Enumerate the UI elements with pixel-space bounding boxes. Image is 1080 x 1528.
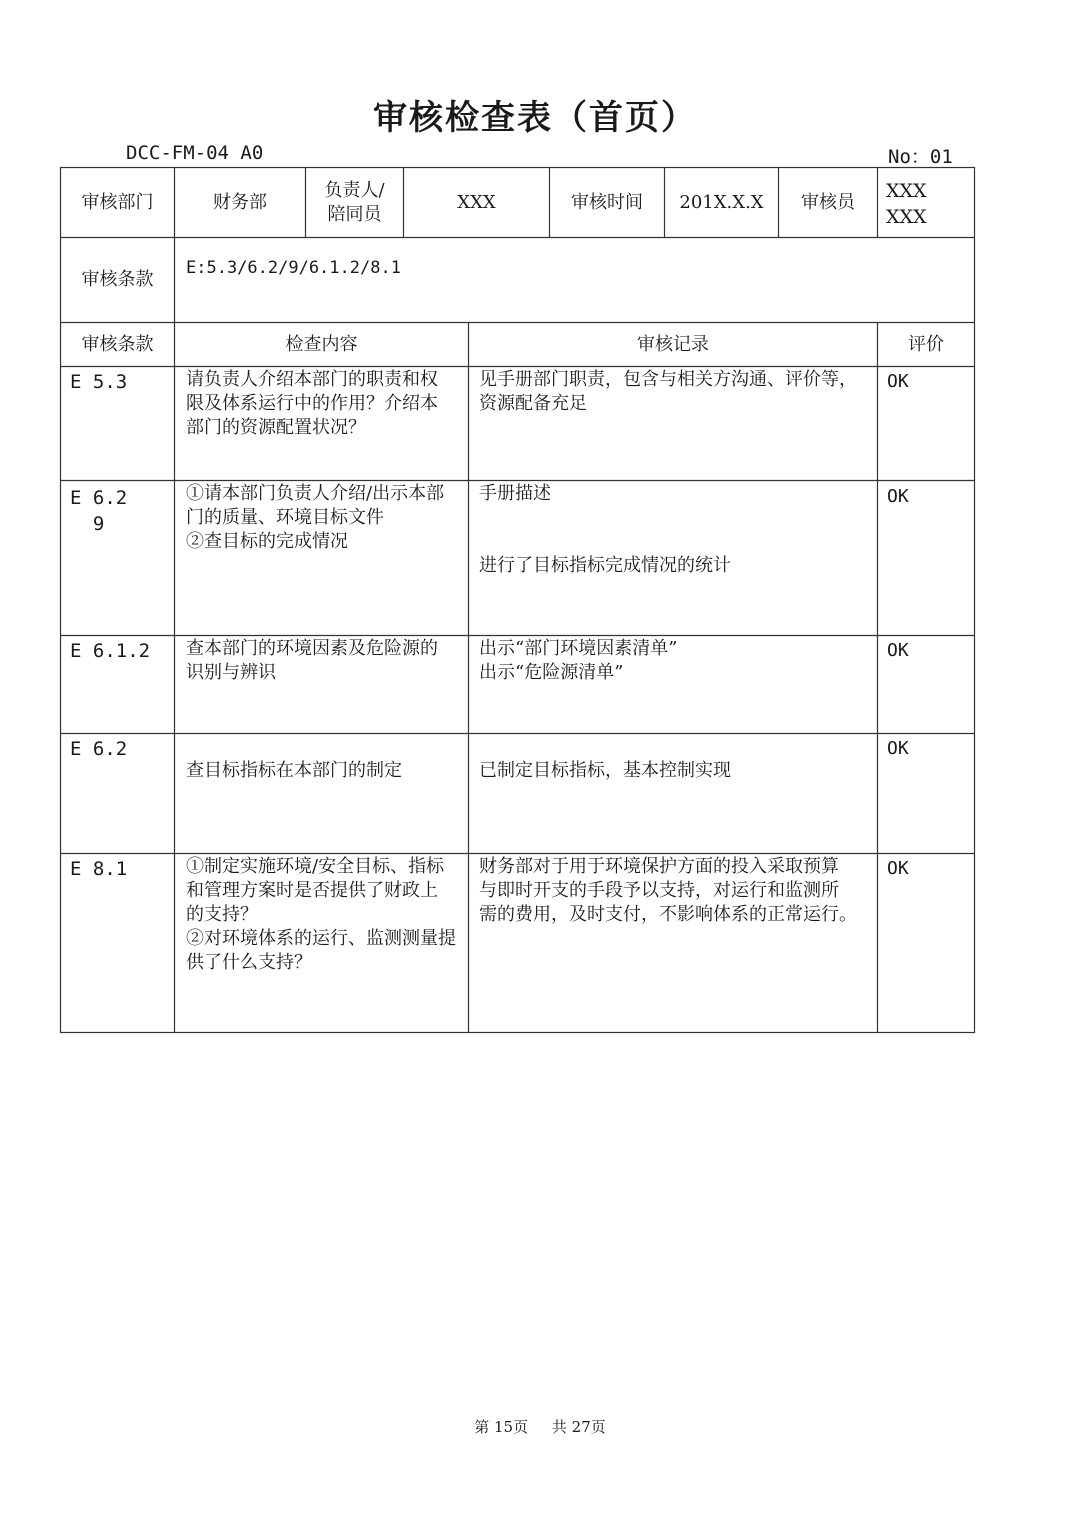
- document-number: No：01: [888, 146, 953, 168]
- clauses-label: 审核条款: [81, 269, 154, 290]
- row-content: ①请本部门负责人介绍/出示本部 门的质量、环境目标文件 ②查目标的完成情况: [186, 483, 445, 552]
- col-header-rating: 评价: [908, 333, 944, 355]
- row-rating: OK: [887, 486, 909, 507]
- clauses-value: E:5.3/6.2/9/6.1.2/8.1: [186, 258, 401, 278]
- col-header-record: 审核记录: [637, 333, 709, 355]
- col-header-content: 检查内容: [285, 333, 358, 355]
- auditor-label: 审核员: [801, 191, 855, 213]
- row-rating: OK: [887, 858, 909, 879]
- row-record: 见手册部门职责，包含与相关方沟通、评价等， 资源配备充足: [479, 369, 857, 414]
- col-header-clause: 审核条款: [81, 333, 154, 355]
- dept-label: 审核部门: [81, 191, 154, 213]
- page-footer: 第 15页 共 27页: [474, 1418, 606, 1436]
- dept-value: 财务部: [213, 191, 267, 213]
- row-content: 请负责人介绍本部门的职责和权 限及体系运行中的作用？介绍本 部门的资源配置状况？: [186, 369, 438, 438]
- row-content: 查目标指标在本部门的制定: [186, 760, 402, 781]
- document-code: DCC-FM-04 A0: [126, 142, 264, 164]
- row-clause: E 5.3: [70, 371, 128, 393]
- row-record: 手册描述 进行了目标指标完成情况的统计: [479, 483, 731, 576]
- row-clause: E 6.2: [70, 738, 128, 760]
- person-label: 负责人/ 陪同员: [324, 179, 385, 225]
- row-content: ①制定实施环境/安全目标、指标 和管理方案时是否提供了财政上 的支持？ ②对环境体系的运行、监测测量提 供了什么支持？: [186, 856, 456, 973]
- row-content: 查本部门的环境因素及危险源的 识别与辨识: [186, 638, 438, 683]
- row-clause: E 6.2 9: [70, 487, 128, 535]
- row-record: 财务部对于用于环境保护方面的投入采取预算 与即时开支的手段予以支持，对运行和监测所 需的费用，及时支付，不影响体系的正常运行。: [479, 856, 857, 925]
- row-clause: E 8.1: [70, 858, 128, 880]
- row-record: 已制定目标指标，基本控制实现: [479, 760, 731, 781]
- row-record: 出示“部门环境因素清单” 出示“危险源清单”: [479, 638, 678, 683]
- row-rating: OK: [887, 371, 909, 392]
- time-label: 审核时间: [571, 191, 643, 213]
- row-clause: E 6.1.2: [70, 640, 151, 662]
- auditor-value: XXX XXX: [886, 180, 927, 228]
- row-rating: OK: [887, 640, 909, 661]
- person-value: XXX: [457, 191, 496, 213]
- time-value: 201X.X.X: [679, 191, 764, 213]
- page-title: 审核检查表（首页）: [373, 98, 697, 138]
- row-rating: OK: [887, 738, 909, 759]
